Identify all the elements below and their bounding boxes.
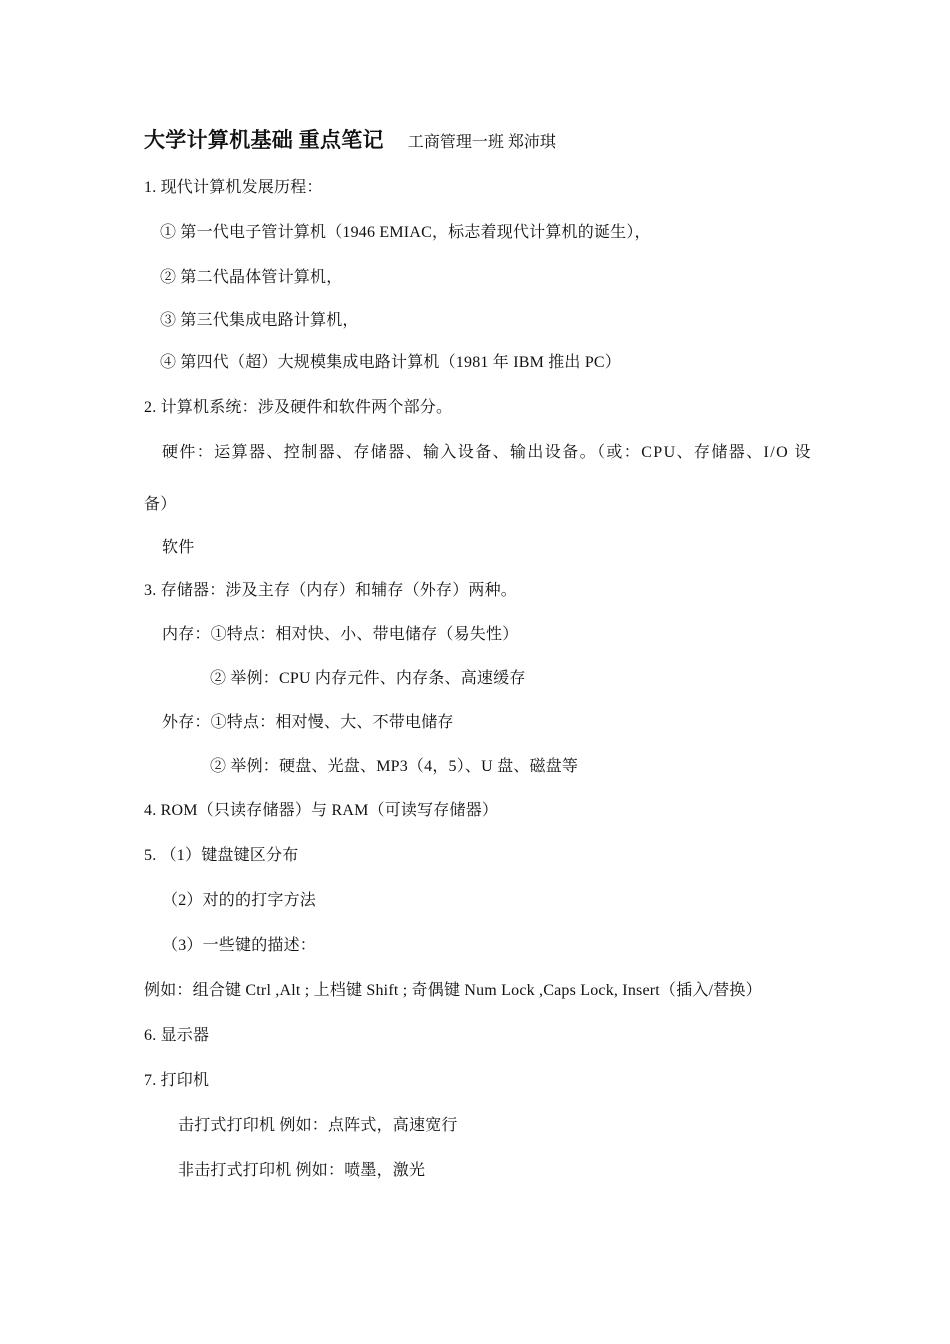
paragraph-key-examples: 例如：组合键 Ctrl ,Alt ; 上档键 Shift ; 奇偶键 Num Lock ,Caps Lock, Insert（插入/替换） bbox=[144, 982, 762, 999]
title-row bbox=[144, 124, 556, 154]
section-6-heading: 6. 显示器 bbox=[144, 1027, 210, 1044]
list-item: ③ 第三代集成电路计算机， bbox=[160, 312, 359, 329]
list-item: ② 举例：CPU 内存元件、内存条、高速缓存 bbox=[210, 670, 526, 687]
list-item: ② 举例：硬盘、光盘、MP3（4，5）、U 盘、磁盘等 bbox=[210, 758, 579, 775]
list-item: （3）一些键的描述： bbox=[162, 937, 317, 954]
section-7-heading: 7. 打印机 bbox=[144, 1072, 210, 1089]
author-line: 工商管理一班 郑沛琪 bbox=[407, 134, 556, 151]
list-item: 内存：①特点：相对快、小、带电储存（易失性） bbox=[162, 626, 519, 643]
list-item: （2）对的的打字方法 bbox=[162, 892, 317, 909]
paragraph-hardware-cont: 备） bbox=[144, 496, 177, 513]
section-3-heading: 3. 存储器：涉及主存（内存）和辅存（外存）两种。 bbox=[144, 582, 518, 599]
list-item: ② 第二代晶体管计算机， bbox=[160, 269, 343, 286]
section-1-heading: 1. 现代计算机发展历程： bbox=[144, 179, 323, 196]
paragraph-hardware: 硬件：运算器、控制器、存储器、输入设备、输出设备。（或：CPU、存储器、I/O 设 bbox=[162, 444, 812, 461]
list-item: 非击打式打印机 例如：喷墨，激光 bbox=[178, 1162, 426, 1179]
list-item: ④ 第四代（超）大规模集成电路计算机（1981 年 IBM 推出 PC） bbox=[160, 354, 621, 371]
list-item: 外存：①特点：相对慢、大、不带电储存 bbox=[162, 714, 454, 731]
section-2-heading: 2. 计算机系统：涉及硬件和软件两个部分。 bbox=[144, 399, 453, 416]
list-item: 击打式打印机 例如：点阵式，高速宽行 bbox=[178, 1117, 458, 1134]
section-5-heading: 5. （1）键盘键区分布 bbox=[144, 847, 299, 864]
paragraph-software: 软件 bbox=[162, 539, 195, 556]
page-title: 大学计算机基础 重点笔记 bbox=[144, 128, 384, 152]
list-item: ① 第一代电子管计算机（1946 EMIAC，标志着现代计算机的诞生）， bbox=[160, 224, 651, 241]
section-4-heading: 4. ROM（只读存储器）与 RAM（可读写存储器） bbox=[144, 802, 499, 819]
